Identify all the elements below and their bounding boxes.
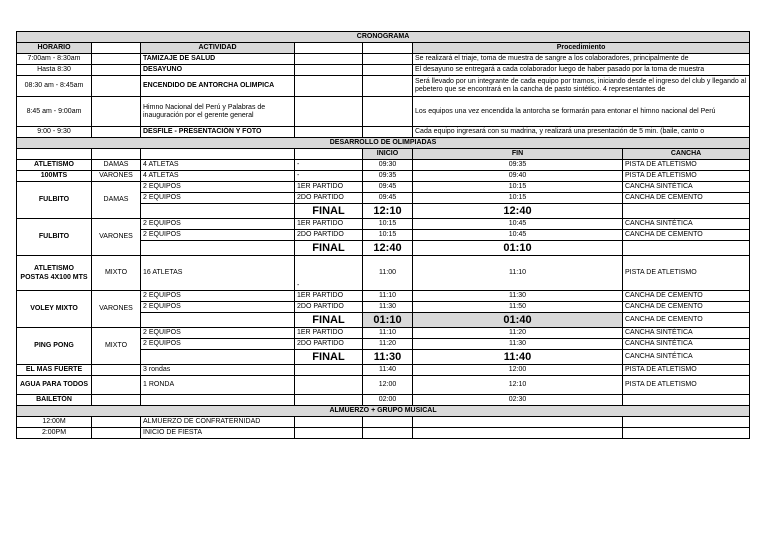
field-cell: CANCHA SINTÉTICA: [623, 328, 750, 339]
field-cell: PISTA DE ATLETISMO: [623, 376, 750, 395]
activity-cell: INICIO DE FIESTA: [141, 428, 295, 439]
teams-cell: 2 EQUIPOS: [141, 219, 295, 230]
category-cell: VARONES: [92, 291, 141, 328]
event-row: [17, 160, 750, 171]
match-cell: 1ER PARTIDO: [295, 219, 363, 230]
event-row: [17, 182, 750, 193]
final-label: FINAL: [295, 204, 363, 219]
end-cell: 09:40: [413, 171, 623, 182]
end-cell: 11:50: [413, 302, 623, 313]
event-row: [17, 219, 750, 230]
teams-cell: 16 ATLETAS: [141, 256, 295, 291]
header-actividad: ACTIVIDAD: [141, 43, 295, 54]
header-inicio: INICIO: [363, 149, 413, 160]
activity-cell: DESAYUNO: [141, 65, 295, 76]
event-name: PING PONG: [17, 328, 92, 365]
final-label: FINAL: [295, 350, 363, 365]
end-cell: 10:15: [413, 193, 623, 204]
event-name: VOLEY MIXTO: [17, 291, 92, 328]
teams-cell: 1 RONDA: [141, 376, 295, 395]
event-name-line2: POSTAS 4X100 MTS: [20, 274, 88, 281]
header-horario: HORARIO: [17, 43, 92, 54]
final-end: 01:10: [413, 241, 623, 256]
event-name: AGUA PARA TODOS: [17, 376, 92, 395]
teams-cell: 2 EQUIPOS: [141, 182, 295, 193]
start-cell: 09:45: [363, 182, 413, 193]
event-name: EL MAS FUERTE: [17, 365, 92, 376]
final-start: 12:40: [363, 241, 413, 256]
closing-row: [17, 428, 750, 439]
time-cell: 9:00 - 9:30: [17, 127, 92, 138]
activity-cell: ENCENDIDO DE ANTORCHA OLIMPICA: [141, 76, 295, 97]
procedure-cell: Se realizará el triaje, toma de muestra de sangre a los colaboradores, principalmente de: [413, 54, 750, 65]
match-cell: 1ER PARTIDO: [295, 182, 363, 193]
event-row: [17, 256, 750, 291]
start-cell: 10:15: [363, 219, 413, 230]
start-cell: 11:10: [363, 328, 413, 339]
schedule-row: [17, 97, 750, 127]
event-row: [17, 365, 750, 376]
event-row: [17, 171, 750, 182]
event-name: [17, 256, 92, 291]
teams-cell: 3 rondas: [141, 365, 295, 376]
title-row: [17, 32, 750, 43]
procedure-cell: Cada equipo ingresará con su madrina, y realizará una presentación de 5 min. (baile, canto o: [413, 127, 750, 138]
start-cell: 12:00: [363, 376, 413, 395]
end-cell: 11:30: [413, 339, 623, 350]
final-start: 11:30: [363, 350, 413, 365]
field-cell: PISTA DE ATLETISMO: [623, 160, 750, 171]
start-cell: 11:10: [363, 291, 413, 302]
end-cell: 10:15: [413, 182, 623, 193]
time-cell: 8:45 am - 9:00am: [17, 97, 92, 127]
field-cell: CANCHA SINTÉTICA: [623, 182, 750, 193]
match-cell: 2DO PARTIDO: [295, 230, 363, 241]
field-cell: CANCHA SINTÉTICA: [623, 339, 750, 350]
header-procedimiento: Procedimiento: [413, 43, 750, 54]
event-row: [17, 376, 750, 395]
match-cell: 1ER PARTIDO: [295, 291, 363, 302]
start-cell: 11:30: [363, 302, 413, 313]
teams-cell: 4 ATLETAS: [141, 160, 295, 171]
field-cell: CANCHA DE CEMENTO: [623, 230, 750, 241]
category-cell: VARONES: [92, 219, 141, 256]
time-cell: 2:00PM: [17, 428, 92, 439]
field-cell: CANCHA DE CEMENTO: [623, 193, 750, 204]
category-cell: MIXTO: [92, 256, 141, 291]
activity-cell: DESFILE - PRESENTACIÓN Y FOTO: [141, 127, 295, 138]
start-cell: 11:20: [363, 339, 413, 350]
schedule-row: [17, 127, 750, 138]
schedule-row: [17, 76, 750, 97]
category-cell: DAMAS: [92, 160, 141, 171]
activity-cell: Himno Nacional del Perú y Palabras de inauguración por el gerente general: [141, 97, 295, 127]
field-cell: CANCHA DE CEMENTO: [623, 313, 750, 328]
match-cell: -: [295, 256, 363, 291]
teams-cell: 2 EQUIPOS: [141, 193, 295, 204]
end-cell: 12:00: [413, 365, 623, 376]
final-end: 12:40: [413, 204, 623, 219]
match-cell: -: [295, 160, 363, 171]
schedule-table: [16, 31, 750, 439]
field-cell: CANCHA SINTÉTICA: [623, 219, 750, 230]
match-cell: 2DO PARTIDO: [295, 193, 363, 204]
category-cell: VARONES: [92, 171, 141, 182]
procedure-cell: Será llevado por un integrante de cada equipo por tramos, iniciando desde el ingreso del club y llegando al pebetero que se encontrará en la cancha de pasto sintético. 4 representantes de: [413, 76, 750, 97]
closing-title-row: [17, 406, 750, 417]
event-name: ATLETISMO: [17, 160, 92, 171]
final-end: 11:40: [413, 350, 623, 365]
end-cell: 11:10: [413, 256, 623, 291]
teams-cell: 2 EQUIPOS: [141, 291, 295, 302]
start-cell: 11:00: [363, 256, 413, 291]
start-cell: 11:40: [363, 365, 413, 376]
event-name: 100MTS: [17, 171, 92, 182]
time-cell: 12:00M: [17, 417, 92, 428]
teams-cell: 2 EQUIPOS: [141, 339, 295, 350]
end-cell: 09:35: [413, 160, 623, 171]
sheet-title: CRONOGRAMA: [17, 32, 750, 43]
match-cell: 1ER PARTIDO: [295, 328, 363, 339]
match-cell: 2DO PARTIDO: [295, 339, 363, 350]
field-cell: CANCHA DE CEMENTO: [623, 302, 750, 313]
field-cell: PISTA DE ATLETISMO: [623, 365, 750, 376]
field-cell: PISTA DE ATLETISMO: [623, 256, 750, 291]
time-cell: 7:00am - 8:30am: [17, 54, 92, 65]
start-cell: 09:45: [363, 193, 413, 204]
event-name: FULBITO: [17, 182, 92, 219]
category-cell: MIXTO: [92, 328, 141, 365]
end-cell: 10:45: [413, 230, 623, 241]
final-start: 12:10: [363, 204, 413, 219]
teams-cell: 2 EQUIPOS: [141, 230, 295, 241]
match-cell: -: [295, 171, 363, 182]
closing-title: ALMUERZO + GRUPO MUSICAL: [17, 406, 750, 417]
event-name: FULBITO: [17, 219, 92, 256]
closing-row: [17, 417, 750, 428]
header-cancha: CANCHA: [623, 149, 750, 160]
header-fin: FIN: [413, 149, 623, 160]
olympics-header-row: [17, 149, 750, 160]
activity-cell: ALMUERZO DE CONFRATERNIDAD: [141, 417, 295, 428]
procedure-cell: Los equipos una vez encendida la antorcha se formarán para entonar el himno nacional del Perú: [413, 97, 750, 127]
event-row: [17, 328, 750, 339]
category-cell: DAMAS: [92, 182, 141, 219]
final-label: FINAL: [295, 241, 363, 256]
final-label: FINAL: [295, 313, 363, 328]
end-cell: 11:30: [413, 291, 623, 302]
procedure-cell: El desayuno se entregará a cada colaborador luego de haber pasado por la toma de muestra: [413, 65, 750, 76]
end-cell: 11:20: [413, 328, 623, 339]
event-name: BAILETÓN: [17, 395, 92, 406]
teams-cell: 2 EQUIPOS: [141, 328, 295, 339]
field-cell: CANCHA DE CEMENTO: [623, 291, 750, 302]
event-name-line1: ATLETISMO: [34, 265, 74, 272]
end-cell: 02:30: [413, 395, 623, 406]
schedule-row: [17, 54, 750, 65]
activity-cell: TAMIZAJE DE SALUD: [141, 54, 295, 65]
field-cell: CANCHA SINTÉTICA: [623, 350, 750, 365]
start-cell: 02:00: [363, 395, 413, 406]
start-cell: 09:30: [363, 160, 413, 171]
schedule-row: [17, 65, 750, 76]
header-row: [17, 43, 750, 54]
end-cell: 10:45: [413, 219, 623, 230]
olympics-title-row: [17, 138, 750, 149]
final-end: 01:40: [413, 313, 623, 328]
teams-cell: 4 ATLETAS: [141, 171, 295, 182]
start-cell: 09:35: [363, 171, 413, 182]
teams-cell: 2 EQUIPOS: [141, 302, 295, 313]
field-cell: PISTA DE ATLETISMO: [623, 171, 750, 182]
event-row: [17, 291, 750, 302]
match-cell: 2DO PARTIDO: [295, 302, 363, 313]
olympics-title: DESARROLLO DE OLIMPIADAS: [17, 138, 750, 149]
time-cell: Hasta 8:30: [17, 65, 92, 76]
final-start: 01:10: [363, 313, 413, 328]
end-cell: 12:10: [413, 376, 623, 395]
start-cell: 10:15: [363, 230, 413, 241]
event-row: [17, 395, 750, 406]
time-cell: 08:30 am - 8:45am: [17, 76, 92, 97]
